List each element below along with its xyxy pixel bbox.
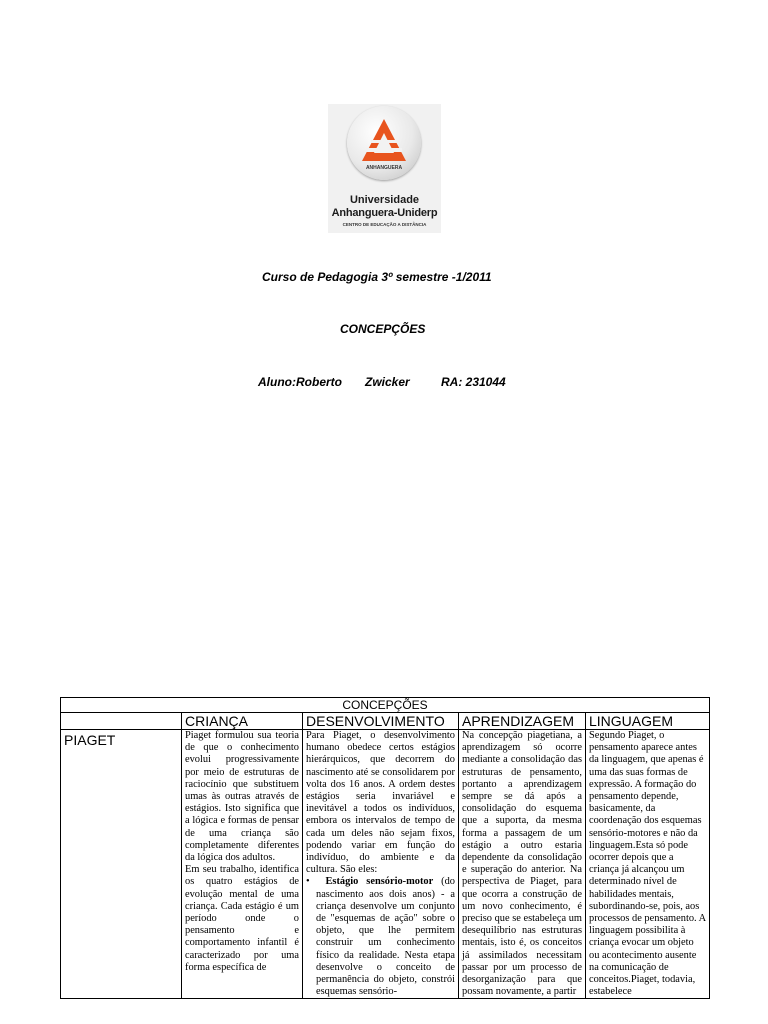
cell-desenvolvimento	[303, 730, 459, 999]
crianca-paragraph-2: Em seu trabalho, identifica os quatro estágios de evolução mental de uma criança. Cada estágio é um período onde o pensamento e comportamento infantil é caracterizado por uma forma específica de	[185, 864, 299, 973]
student-name: Aluno:Roberto	[258, 375, 342, 389]
student-surname: Zwicker	[365, 375, 410, 389]
document-title: CONCEPÇÕES	[340, 322, 426, 336]
bullet-text: (do nascimento aos dois anos) - a criança desenvolve um conjunto de "esquemas de ação" sobre o objeto, que lhe permitem construir um conhecimento físico da realidade. Nesta etapa desenvolve o conceito de permanência do objeto, constrói esquemas sensório-	[316, 876, 455, 998]
bullet-title: Estágio sensório-motor	[325, 876, 434, 888]
logo-university-line: Universidade	[349, 194, 420, 206]
logo-subtitle-line: CENTRO DE EDUCAÇÃO A DISTÂNCIA	[342, 222, 427, 227]
col-header-linguagem: LINGUAGEM	[586, 713, 710, 730]
cell-linguagem	[586, 730, 710, 999]
logo-brand: ANHANGUERA	[365, 165, 403, 171]
desenvolvimento-bullet-item: • Estágio sensório-motor (do nascimento aos dois anos) - a criança desenvolve um conjunto de "esquemas de ação" sobre o objeto, que lhe permitem construir um conhecimento físico da realidade. Nesta etapa desenvolve o conceito de permanência do objeto, constrói esquemas sensório-	[306, 876, 455, 998]
header-empty-cell	[61, 713, 182, 730]
table-caption-row	[61, 698, 710, 713]
aprendizagem-paragraph: Na concepção piagetiana, a aprendizagem só ocorre mediante a consolidação das estruturas de pensamento, portanto a aprendizagem sempre se dá após a consolidação do esquema que a suporta, da mesma forma a passagem de um estágio a outro estaria dependente da consolidação e superação do anterior. Na perspectiva de Piaget, para que ocorra a construção de um novo conhecimento, é preciso que se estabeleça um desequilíbrio nas estruturas mentais, isto é, os conceitos já assimilados necessitam passar por um processo de desorganização para que possam novamente, a partir	[462, 730, 583, 998]
desenvolvimento-paragraph: Para Piaget, o desenvolvimento humano obedece certos estágios hierárquicos, que decorrem do nascimento até se consolidarem por volta dos 16 anos. A ordem destes estágios seria invariável e inevitável a todos os indivíduos, embora os intervalos de tempo de cada um deles não sejam fixos, podendo variar em função do indivíduo, do ambiente e da cultura. São eles:	[306, 730, 455, 876]
course-line: Curso de Pedagogia 3º semestre -1/2011	[262, 270, 492, 284]
university-logo	[328, 104, 441, 233]
col-header-crianca: CRIANÇA	[182, 713, 303, 730]
concepts-table	[60, 697, 710, 999]
table-header-row	[61, 713, 710, 730]
col-header-desenvolvimento: DESENVOLVIMENTO	[303, 713, 459, 730]
row-header-piaget: PIAGET	[61, 730, 182, 999]
cell-crianca	[182, 730, 303, 999]
linguagem-paragraph: Segundo Piaget, o pensamento aparece antes da linguagem, que apenas é uma das suas formas de expressão. A formação do pensamento depende, basicamente, da coordenação dos esquemas sensório-motores e não da linguagem.Esta só pode ocorrer depois que a criança já alcançou um determinado nível de habilidades mentais, subordinando-se, pois, aos processos de pensamento. A linguagem possibilita à criança evocar um objeto ou acontecimento ausente na comunicação de conceitos.Piaget, todavia, estabelece	[589, 730, 706, 998]
table-caption: CONCEPÇÕES	[61, 698, 710, 713]
table-row	[61, 730, 710, 999]
logo-name-line: Anhanguera-Uniderp	[331, 207, 438, 219]
logo-emblem	[347, 106, 421, 180]
cell-aprendizagem	[459, 730, 586, 999]
crianca-paragraph-1: Piaget formulou sua teoria de que o conhecimento evolui progressivamente por meio de estruturas de raciocínio que substituem umas às outras através de estágios. Isto significa que a lógica e formas de pensar de uma criança são completamente diferentes da lógica dos adultos.	[185, 730, 299, 864]
col-header-aprendizagem: APRENDIZAGEM	[459, 713, 586, 730]
student-ra: RA: 231044	[441, 375, 506, 389]
